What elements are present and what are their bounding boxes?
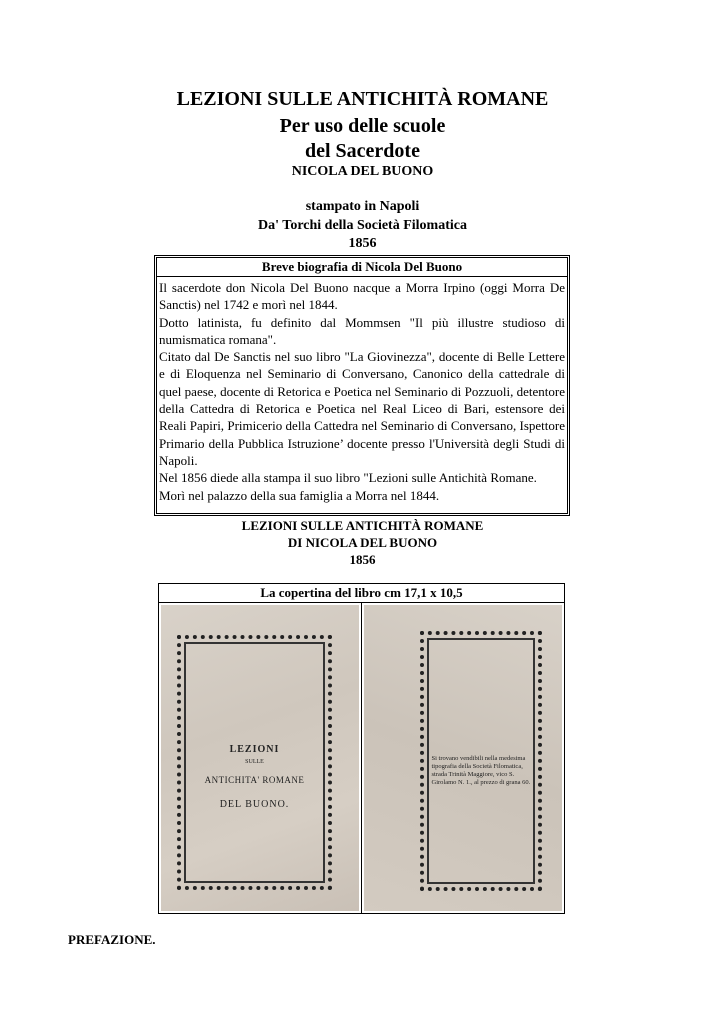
back-cover-border <box>420 631 542 891</box>
biography-paragraph: Il sacerdote don Nicola Del Buono nacque a Morra Irpino (oggi Morra De Sanctis) nel 1742 e morì nel 1844. <box>159 280 565 313</box>
author-name: NICOLA DEL BUONO <box>291 164 434 179</box>
biography-paragraph: Morì nel palazzo della sua famiglia a Morra nel 1844. <box>159 487 440 503</box>
front-cover-line-4: DEL BUONO. <box>219 799 290 810</box>
section-title: PREFAZIONE. <box>68 932 156 947</box>
subtitle-line-1: Per uso delle scuole <box>279 115 446 137</box>
biography-body <box>157 277 567 504</box>
front-cover-photo <box>161 605 359 911</box>
cover-images-row <box>159 603 564 913</box>
biography-paragraph: Citato dal De Sanctis nel suo libro "La Giovinezza", docente di Belle Lettere e di Eloquenza nel Seminario di Conversano, Canonico della cattedrale di quel paese, docente di Retorica e Poetica nel Seminario di Pozzuoli, detentore della Cattedra di Retorica e Poetica nel Real Liceo di Bari, estensore dei Reali Papiri, Primicerio della Cattedra nel Seminario di Conversano, Ispettore Primario della Pubblica Istruzione’ docente presso l'Università degli Studi di Napoli. <box>159 349 565 468</box>
front-cover-border <box>177 635 332 890</box>
back-cover-cell <box>362 603 565 913</box>
front-cover-line-3: ANTICHITA' ROMANE <box>204 775 305 785</box>
book-heading-title: LEZIONI SULLE ANTICHITÀ ROMANE <box>241 518 484 533</box>
biography-heading: Breve biografia di Nicola Del Buono <box>157 258 567 277</box>
front-cover-line-1: LEZIONI <box>229 744 280 755</box>
book-heading-year: 1856 <box>349 552 376 567</box>
publication-year: 1856 <box>348 236 377 251</box>
back-cover-text: Si trovano vendibili nella medesima tipografia della Società Filomatica, strada Trinità Maggiore, vico S. Girolamo N. 1., al prezzo di grana 60. <box>431 755 531 786</box>
book-heading-author: DI NICOLA DEL BUONO <box>287 535 438 550</box>
front-cover-line-2: SULLE <box>245 759 264 765</box>
subtitle-line-2: del Sacerdote <box>305 140 420 162</box>
back-cover-photo <box>364 605 563 911</box>
biography-paragraph: Nel 1856 diede alla stampa il suo libro "Lezioni sulle Antichità Romane. <box>159 470 537 486</box>
biography-table <box>154 255 570 516</box>
document-title: LEZIONI SULLE ANTICHITÀ ROMANE <box>176 88 549 110</box>
cover-table <box>158 583 565 914</box>
biography-paragraph: Dotto latinista, fu definito dal Mommsen "Il più illustre studioso di numismatica romana". <box>159 314 565 347</box>
front-cover-cell <box>159 603 362 913</box>
printer: Da' Torchi della Società Filomatica <box>258 218 467 233</box>
cover-caption: La copertina del libro cm 17,1 x 10,5 <box>159 584 564 603</box>
printed-in: stampato in Napoli <box>305 199 420 214</box>
